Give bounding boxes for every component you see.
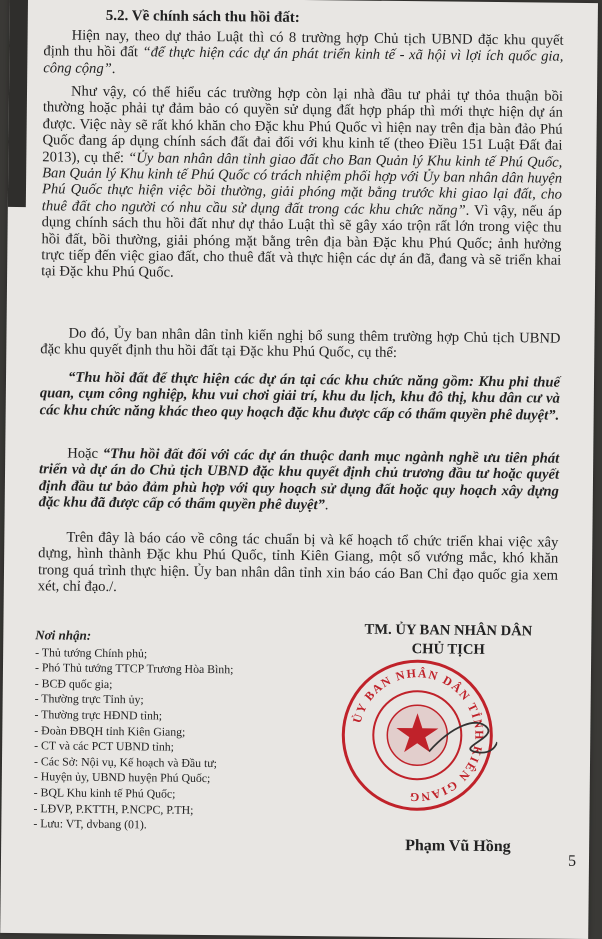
recipient-item: - Thường trực Tỉnh ủy;	[34, 691, 144, 707]
para4-quote: “Thu hồi đất để thực hiện các dự án tại các khu chức năng gồm: Khu phi thuế quan, cụm công nghiệp, khu vui chơi giải trí, khu du lịch, khu đô thị, khu dân cư và các khu chức năng khác theo quy hoạch đặc khu được cấp có thẩm quyền phê duyệt”.	[39, 369, 561, 424]
recipient-item: - Thủ tướng Chính phủ;	[35, 644, 148, 660]
para1-text: Hiện nay, theo dự thảo Luật thì có 8 trường hợp Chủ tịch UBND đặc khu quyết định thu hồi đất	[43, 27, 564, 61]
recipient-item: - Phó Thủ tướng TTCP Trương Hòa Bình;	[34, 660, 234, 677]
org-name: TM. ỦY BAN NHÂN DÂN	[364, 621, 533, 640]
para6-text: Trên đây là báo cáo về công tác chuẩn bị và kế hoạch tổ chức triển khai việc xây dựng, hình thành Đặc khu Phú Quốc, tỉnh Kiên Giang, một số vướng mắc, khó khăn trong quá trình thực hiện. Ủy ban nhân dân tỉnh xin báo cáo Ban Chỉ đạo quốc gia xem xét, chỉ đạo./.	[37, 529, 559, 596]
recipients-title: Nơi nhận:	[35, 627, 92, 643]
signer-position: CHỦ TỊCH	[411, 641, 485, 658]
paragraph-4	[40, 369, 560, 424]
official-seal	[336, 654, 498, 816]
para5-end: .	[324, 497, 329, 514]
para2-quote: “Ủy ban nhân dân tỉnh giao đất cho Ban Quản lý Khu kinh tế Phú Quốc, Ban Quản lý Khu kinh tế Phú Quốc có trách nhiệm phối hợp với Ủy ban nhân dân huyện Phú Quốc thực hiện việc bồi thường, giải phóng mặt bằng trước khi giao lại đất, cho thuê đất cho người có nhu cầu sử dụng đất trong các khu chức năng”	[41, 149, 563, 219]
para1-quote: “để thực hiện các dự án phát triển kinh tế - xã hội vì lợi ích quốc gia, công cộng”	[43, 44, 564, 77]
paragraph-1	[43, 27, 563, 82]
section-heading: 5.2. Về chính sách thu hồi đất:	[105, 7, 300, 26]
para2-text-end: . Vì vậy, nếu áp dụng chính sách thu hồi đất như dự thảo Luật thì sẽ gây xáo trộn rất lớn trong việc thu hồi đất, bồi thường, giải phóng mặt bằng trên địa bàn Đặc khu Phú Quốc; ảnh hưởng trực tiếp đến việc giao đất, cho thuê đất và thực hiện các dự án đã, đang và sẽ triển khai tại Đặc khu Phú Quốc.	[41, 202, 562, 282]
paragraph-3	[40, 325, 560, 363]
para3-text: Do đó, Ủy ban nhân dân tỉnh kiến nghị bổ sung thêm trường hợp Chủ tịch UBND đặc khu quyết định thu hồi đất tại Đặc khu Phú Quốc, cụ thể:	[40, 325, 561, 362]
recipient-item: - Các Sở: Nội vụ, Kế hoạch và Đầu tư;	[33, 753, 218, 770]
recipient-item: - LĐVP, P.KTTH, P.NCPC, P.TH;	[33, 800, 194, 817]
para5-text: Hoặc	[67, 445, 103, 462]
recipients-block	[33, 627, 325, 835]
recipient-item: - BCĐ quốc gia;	[34, 676, 113, 691]
page-number: 5	[567, 852, 577, 870]
para2-text: Như vậy, có thể hiểu các trường hợp còn lại nhà đầu tư phải tự thỏa thuận bồi thường hoặc phải tự đảm bảo có quyền sử dụng đất hợp pháp thì mới thực hiện dự án được. Việc này sẽ rất khó khăn cho Đặc khu Phú Quốc vì hiện nay trên địa bàn đảo Phú Quốc đang áp dụng chính sách đất đai đối với khu kinh tế (theo Điều 151 Luật Đất đai 2013), cụ thể:	[42, 83, 564, 166]
paragraph-2	[41, 83, 563, 285]
recipient-item: - Huyện ủy, UBND huyện Phú Quốc;	[33, 769, 211, 786]
page-shadow-edge	[8, 0, 28, 207]
para5-quote: “Thu hồi đất đối với các dự án thuộc danh mục ngành nghề ưu tiên phát triển và dự án do Chủ tịch UBND đặc khu quyết định chủ trương đầu tư hoặc quyết định đầu tư bảo đảm phù hợp với quy hoạch sử dụng đất hoặc quy hoạch xây dựng đặc khu đã được cấp có thẩm quyền phê duyệt”	[38, 445, 560, 514]
paragraph-6	[38, 529, 559, 600]
recipient-item: - Thường trực HĐND tỉnh;	[34, 707, 163, 723]
recipient-item: - BQL Khu kinh tế Phú Quốc;	[33, 785, 176, 801]
paragraph-5	[39, 445, 560, 516]
recipient-item: - CT và các PCT UBND tỉnh;	[34, 738, 175, 754]
para1-end: .	[111, 60, 116, 77]
signer-name: Phạm Vũ Hồng	[405, 837, 511, 856]
recipient-item: - Lưu: VT, dvbang (01).	[33, 816, 147, 832]
recipient-item: - Đoàn ĐBQH tỉnh Kiên Giang;	[34, 722, 186, 739]
seal-text: ỦY BAN NHÂN DÂN TỈNH KIÊN GIANG	[349, 666, 487, 805]
